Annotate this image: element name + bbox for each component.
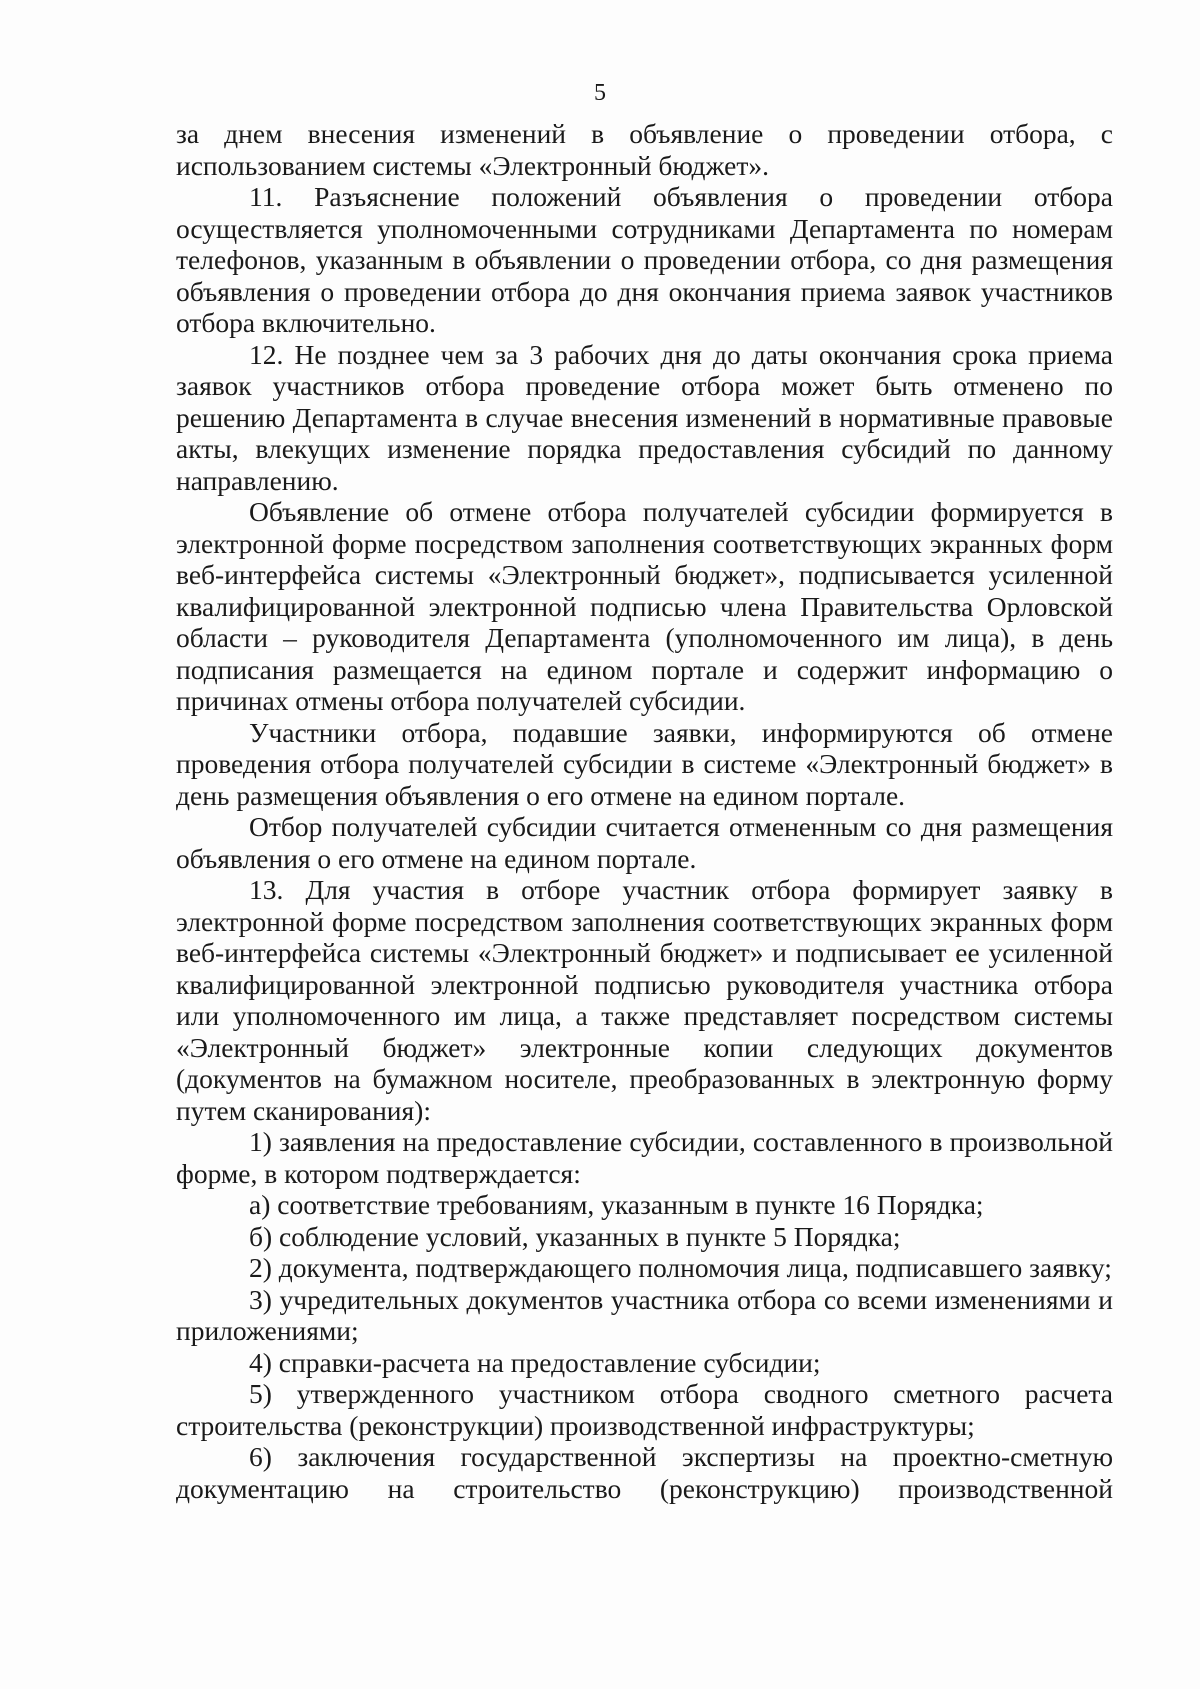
document-body (176, 118, 1113, 1504)
list-item-2: 2) документа, подтверждающего полномочия лица, подписавшего заявку; (249, 1252, 1112, 1283)
list-item-6: 6) заключения государственной экспертизы на проектно-сметную документацию на строительство (реконструкцию) производственной (176, 1441, 1113, 1504)
paragraph-continuation: за днем внесения изменений в объявление о проведении отбора, с использованием системы «Электронный бюджет». (176, 118, 1113, 181)
list-item-1a: а) соответствие требованиям, указанным в пункте 16 Порядка; (249, 1189, 984, 1220)
paragraph-item-11: 11. Разъяснение положений объявления о проведении отбора осуществляется уполномоченными сотрудниками Департамента по номерам телефонов, указанным в объявлении о проведении отбора, со дня размещения объявления о проведении отбора до дня окончания приема заявок участников отбора включительно. (176, 181, 1113, 338)
paragraph-item-13: 13. Для участия в отборе участник отбора формирует заявку в электронной форме посредством заполнения соответствующих экранных форм веб-интерфейса системы «Электронный бюджет» и подписывает ее усиленной квалифицированной электронной подписью руководителя участника отбора или уполномоченного им лица, а также представляет посредством системы «Электронный бюджет» электронные копии следующих документов (документов на бумажном носителе, преобразованных в электронную форму путем сканирования): (176, 874, 1113, 1126)
list-item-4: 4) справки-расчета на предоставление субсидии; (249, 1346, 821, 1378)
list-item-1b: б) соблюдение условий, указанных в пункте 5 Порядка; (249, 1220, 901, 1252)
list-item-1: 1) заявления на предоставление субсидии, составленного в произвольной форме, в котором подтверждается: (176, 1126, 1113, 1189)
paragraph-cancellation-notice: Объявление об отмене отбора получателей субсидии формируется в электронной форме посредством заполнения соответствующих экранных форм веб-интерфейса системы «Электронный бюджет», подписывается усиленной квалифицированной электронной подписью члена Правительства Орловской области – руководителя Департамента (уполномоченного им лица), в день подписания размещается на едином портале и содержит информацию о причинах отмены отбора получателей субсидии. (176, 496, 1113, 716)
paragraph-participants-informed: Участники отбора, подавшие заявки, информируются об отмене проведения отбора получателей субсидии в системе «Электронный бюджет» в день размещения объявления о его отмене на едином портале. (176, 716, 1113, 811)
page-number: 5 (594, 80, 606, 106)
paragraph-selection-cancelled: Отбор получателей субсидии считается отмененным со дня размещения объявления о его отмене на едином портале. (176, 811, 1113, 874)
list-item-5: 5) утвержденного участником отбора сводного сметного расчета строительства (реконструкции) производственной инфраструктуры; (176, 1378, 1113, 1441)
paragraph-item-12: 12. Не позднее чем за 3 рабочих дня до даты окончания срока приема заявок участников отбора проведение отбора может быть отменено по решению Департамента в случае внесения изменений в нормативные правовые акты, влекущих изменение порядка предоставления субсидий по данному направлению. (176, 338, 1113, 496)
list-item-3: 3) учредительных документов участника отбора со всеми изменениями и приложениями; (176, 1283, 1113, 1346)
